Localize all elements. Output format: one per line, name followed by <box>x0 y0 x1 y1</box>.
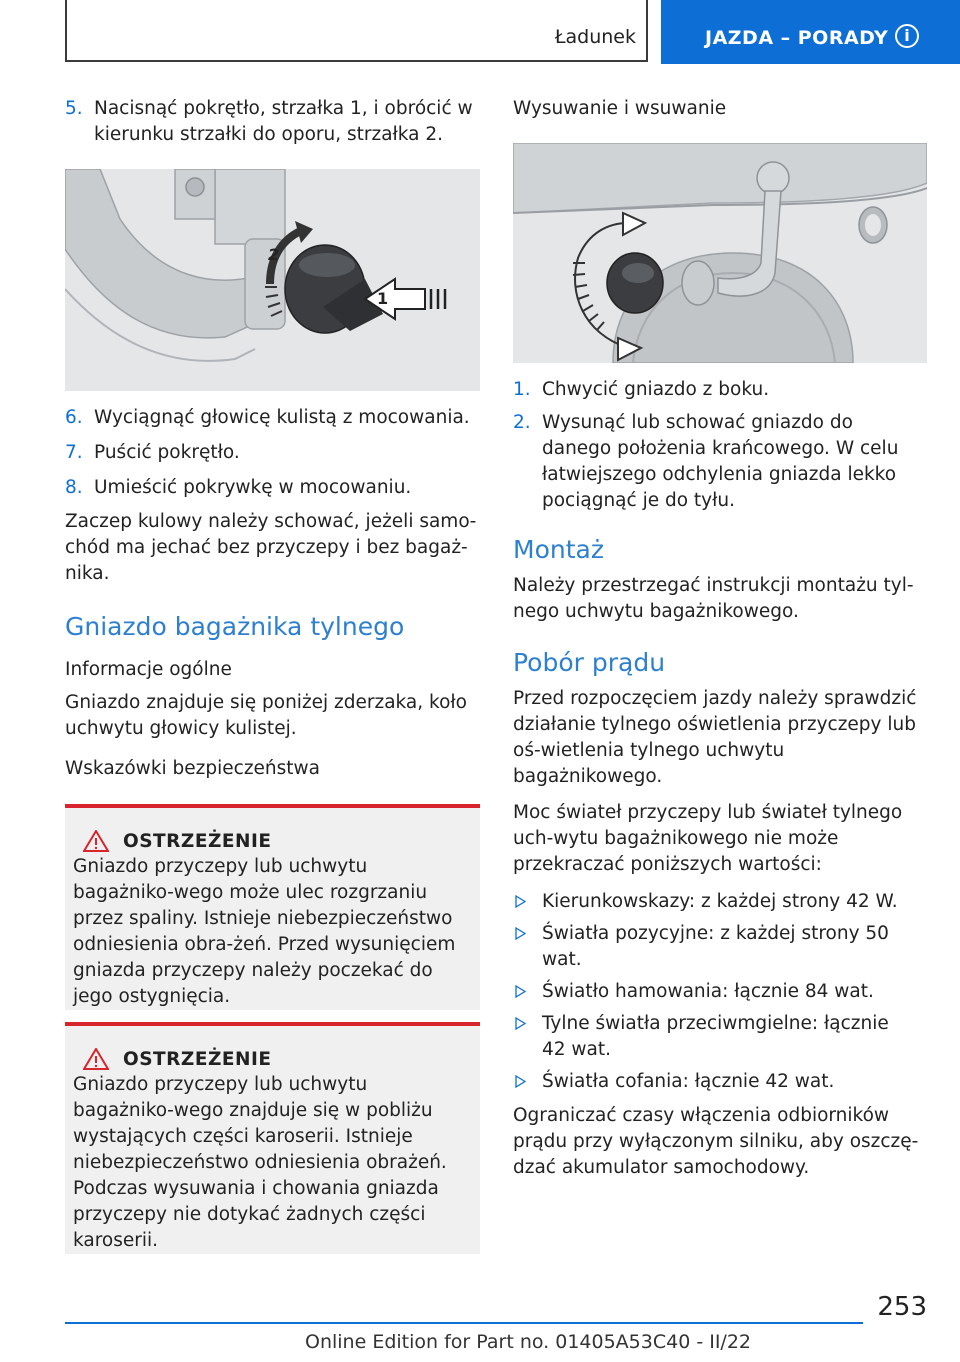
step-number: 1. <box>513 379 531 400</box>
step-6 <box>65 405 480 431</box>
bullet-triangle-icon <box>515 895 526 908</box>
footer-divider <box>65 1322 863 1324</box>
tow-ball-illustration <box>65 169 480 391</box>
subheading-general-info: Informacje ogólne <box>65 659 232 680</box>
callout-1: 1 <box>377 289 389 308</box>
warning-text: Gniazdo przyczepy lub uchwytu bagażniko‐wego znajduje się w pobliżu wystających części karoserii. Istnieje niebezpieczeństwo odniesienia obrażeń. Podczas wysuwania i chowania gniazda przyczepy nie dotykać żadnych części karoserii. <box>73 1074 447 1251</box>
step-8 <box>65 475 480 501</box>
warning-triangle-icon <box>83 1048 109 1070</box>
step-text: Umieścić pokrywkę w mocowaniu. <box>94 477 412 498</box>
paragraph-stow-ball: Zaczep kulowy należy schować, jeżeli samo‐chód ma jechać bez przyczepy i bez bagaż‐nika. <box>65 511 477 584</box>
step-2 <box>513 410 927 514</box>
step-text: Puścić pokrętło. <box>94 442 240 463</box>
warning-title <box>73 830 470 852</box>
section-title-mounting: Montaż <box>513 535 604 564</box>
list-item-text: Światło hamowania: łącznie 84 wat. <box>542 981 874 1002</box>
warning-title <box>73 1048 470 1070</box>
warning-title-text: OSTRZEŻENIE <box>123 830 272 852</box>
list-item <box>513 979 927 1005</box>
figure-socket-swivel <box>513 143 927 363</box>
steps-list <box>65 405 480 501</box>
info-icon: i <box>895 24 919 48</box>
header-section-title: Ładunek <box>554 26 636 48</box>
warning-text: Gniazdo przyczepy lub uchwytu bagażniko‐wego może ulec rozgrzaniu przez spaliny. Istnieje niebezpieczeństwo odniesienia obra‐żeń. Przed wysunięciem gniazda przyczepy należy poczekać do jego ostygnięcia. <box>73 856 456 1007</box>
paragraph-battery: Ograniczać czasy włączenia odbiorników prądu przy wyłączonym silniku, aby oszczę‐dzać akumulator samochodowy. <box>513 1105 919 1178</box>
list-item <box>513 1069 927 1095</box>
warning-box-body-parts <box>65 1022 480 1254</box>
header-chapter-title: JAZDA – PORADY <box>705 27 889 49</box>
bullet-triangle-icon <box>515 927 526 940</box>
step-text: Nacisnąć pokrętło, strzałka 1, i obrócić w kierunku strzałki do oporu, strzałka 2. <box>94 98 473 145</box>
step-number: 5. <box>65 98 83 119</box>
list-item-text: Tylne światła przeciwmgielne: łącznie 42 wat. <box>542 1013 889 1060</box>
step-number: 6. <box>65 407 83 428</box>
list-item-text: Światła cofania: łącznie 42 wat. <box>542 1071 835 1092</box>
subheading-safety: Wskazówki bezpieczeństwa <box>65 758 320 779</box>
step-text: Wysunąć lub schować gniazdo do danego położenia krańcowego. W celu łatwiejszego odchylenia gniazda lekko pociągnąć je do tyłu. <box>542 412 899 511</box>
power-limits-list <box>513 889 927 1095</box>
step-number: 2. <box>513 412 531 433</box>
footer-edition: Online Edition for Part no. 01405A53C40 - II/22 <box>305 1331 752 1353</box>
paragraph-power-check: Przed rozpoczęciem jazdy należy sprawdzić działanie tylnego oświetlenia przyczepy lub oś‐wietlenia tylnego uchwytu bagażnikowego. <box>513 688 917 787</box>
step-5 <box>65 96 480 148</box>
page-number: 253 <box>877 1292 927 1322</box>
page-header <box>0 0 960 66</box>
bullet-triangle-icon <box>515 1017 526 1030</box>
warning-title-text: OSTRZEŻENIE <box>123 1048 272 1070</box>
list-item <box>513 889 927 915</box>
socket-swivel-illustration <box>513 143 927 363</box>
paragraph-mounting: Należy przestrzegać instrukcji montażu tyl‐nego uchwytu bagażnikowego. <box>513 575 914 622</box>
callout-2: 2 <box>268 245 280 264</box>
section-title-power-consumption: Pobór prądu <box>513 648 666 677</box>
section-title-rear-carrier-socket: Gniazdo bagażnika tylnego <box>65 612 405 641</box>
step-number: 7. <box>65 442 83 463</box>
list-item-text: Kierunkowskazy: z każdej strony 42 W. <box>542 891 898 912</box>
right-column <box>513 96 927 1181</box>
figure-tow-ball-release <box>65 169 480 391</box>
step-text: Wyciągnąć głowicę kulistą z mocowania. <box>94 407 470 428</box>
warning-box-hot-exhaust <box>65 804 480 1010</box>
step-text: Chwycić gniazdo z boku. <box>542 379 770 400</box>
header-chapter-box <box>661 0 960 64</box>
paragraph-socket-location: Gniazdo znajduje się poniżej zderzaka, koło uchwytu głowicy kulistej. <box>65 692 467 739</box>
left-column <box>65 96 480 1254</box>
paragraph-power-limits: Moc świateł przyczepy lub świateł tylnego uch‐wytu bagażnikowego nie może przekraczać poniższych wartości: <box>513 802 903 875</box>
list-item <box>513 921 927 973</box>
step-1 <box>513 377 927 403</box>
warning-triangle-icon <box>83 830 109 852</box>
bullet-triangle-icon <box>515 1075 526 1088</box>
bullet-triangle-icon <box>515 985 526 998</box>
subheading-extend-retract: Wysuwanie i wsuwanie <box>513 98 727 119</box>
list-item-text: Światła pozycyjne: z każdej strony 50 wat. <box>542 923 889 970</box>
list-item <box>513 1011 902 1063</box>
step-7 <box>65 440 480 466</box>
step-number: 8. <box>65 477 83 498</box>
steps-list <box>513 377 927 514</box>
